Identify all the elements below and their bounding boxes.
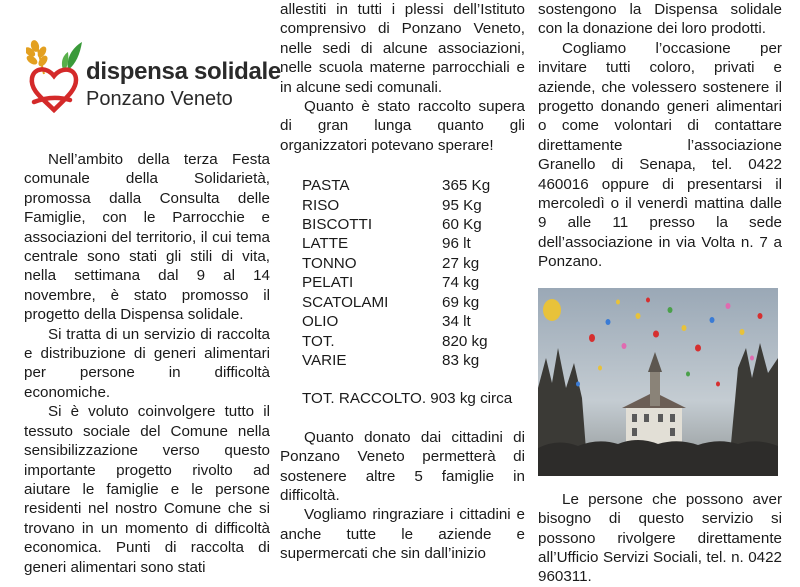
item-name: BISCOTTI (302, 216, 373, 234)
item-name: SCATOLAMI (302, 293, 389, 311)
item-quantity: 96 lt (442, 235, 471, 253)
collection-table (302, 176, 490, 370)
item-quantity: 95 Kg (442, 196, 482, 214)
total-collected: TOT. RACCOLTO. 903 kg circa (302, 390, 513, 408)
table-row (302, 312, 490, 331)
heart-icon (32, 69, 76, 110)
table-row (302, 332, 490, 351)
column-2 (280, 0, 525, 564)
item-quantity: 60 Kg (442, 216, 482, 234)
item-quantity: 83 kg (442, 351, 480, 369)
table-row (302, 234, 490, 253)
table-row (302, 351, 490, 370)
paragraph: Le persone che possono aver bisogno di questo servizio si possono rivolgere direttamente all’Ufficio Servizi Sociali, tel. n. 0422 960311. (538, 490, 782, 586)
item-name: OLIO (302, 313, 339, 331)
item-name: VARIE (302, 351, 347, 369)
table-row (302, 196, 490, 215)
item-quantity: 69 kg (442, 293, 480, 311)
table-row (302, 254, 490, 273)
item-quantity: 820 kg (442, 332, 488, 350)
item-name: PASTA (302, 177, 350, 195)
logo-subtitle: Ponzano Veneto (86, 88, 233, 110)
paragraph: Nell’ambito della terza Festa comunale della Solidarietà, promossa dalla Consulta delle Famiglie, con le Parrocchie e associazioni del territorio, il cui tema centrale sono stati gli stili di vita, nella settimana dal 9 al 14 novembre, è stato promosso il progetto della Dispensa solidale. (24, 151, 270, 324)
paragraph: sostengono la Dispensa solidale con la donazione dei loro prodotti. (538, 1, 782, 38)
paragraph: Vogliamo ringraziare i cittadini e anche tutte le aziende e supermercati che sin dall’inizio (280, 506, 525, 563)
item-name: RISO (302, 196, 340, 214)
item-quantity: 27 kg (442, 254, 480, 272)
item-quantity: 365 Kg (442, 177, 491, 195)
item-name: TOT. (302, 332, 335, 350)
paragraph: Quanto donato dai cittadini di Ponzano Veneto permetterà di sostenere altre 5 famiglie in difficoltà. (280, 428, 525, 504)
table-row (302, 176, 490, 195)
column-3 (538, 0, 782, 587)
table-row (302, 273, 490, 292)
item-name: TONNO (302, 254, 357, 272)
logo (24, 0, 281, 150)
paragraph: allestiti in tutti i plessi dell’Istituto comprensivo di Ponzano Veneto, nelle sedi di alcune associazioni, nelle scuola materne parrocchiali e in alcune sedi comunali. (280, 1, 525, 96)
paragraph: Cogliamo l’occasione per invitare tutti coloro, privati e aziende, che volessero sostenere il progetto donando generi alimentari o come volontari di contattare direttamente l’associazione Granello di Senapa, tel. 0422 460016 oppure di presentarsi il mercoledì o il venerdì mattina dalle 9 alle 11 presso la sede dell’associazione in via Volta n. 7 a Ponzano. (538, 39, 782, 271)
column-1 (24, 0, 281, 577)
item-name: PELATI (302, 274, 354, 292)
item-name: LATTE (302, 235, 349, 253)
item-quantity: 34 lt (442, 313, 471, 331)
logo-title: dispensa solidale (86, 58, 281, 85)
paragraph: Si tratta di un servizio di raccolta e distribuzione di generi alimentari per persone in difficoltà economiche. (24, 325, 270, 401)
heart-wheat-icon (26, 36, 86, 114)
table-row (302, 293, 490, 312)
paragraph: Quanto è stato raccolto supera di gran lunga quanto gli organizzatori potevano sperare! (280, 98, 525, 154)
paragraph: Si è voluto coinvolgere tutto il tessuto sociale del Comune nella sensibilizzazione verso questo importante progetto rivolto ad aiutare le famiglie e le persone residenti nel nostro Comune che si trovano in un momento di difficoltà economica. Punti di raccolta di generi alimentari sono stati (24, 403, 270, 576)
table-row (302, 215, 490, 234)
item-quantity: 74 kg (442, 274, 480, 292)
balloons-photo (538, 288, 778, 476)
